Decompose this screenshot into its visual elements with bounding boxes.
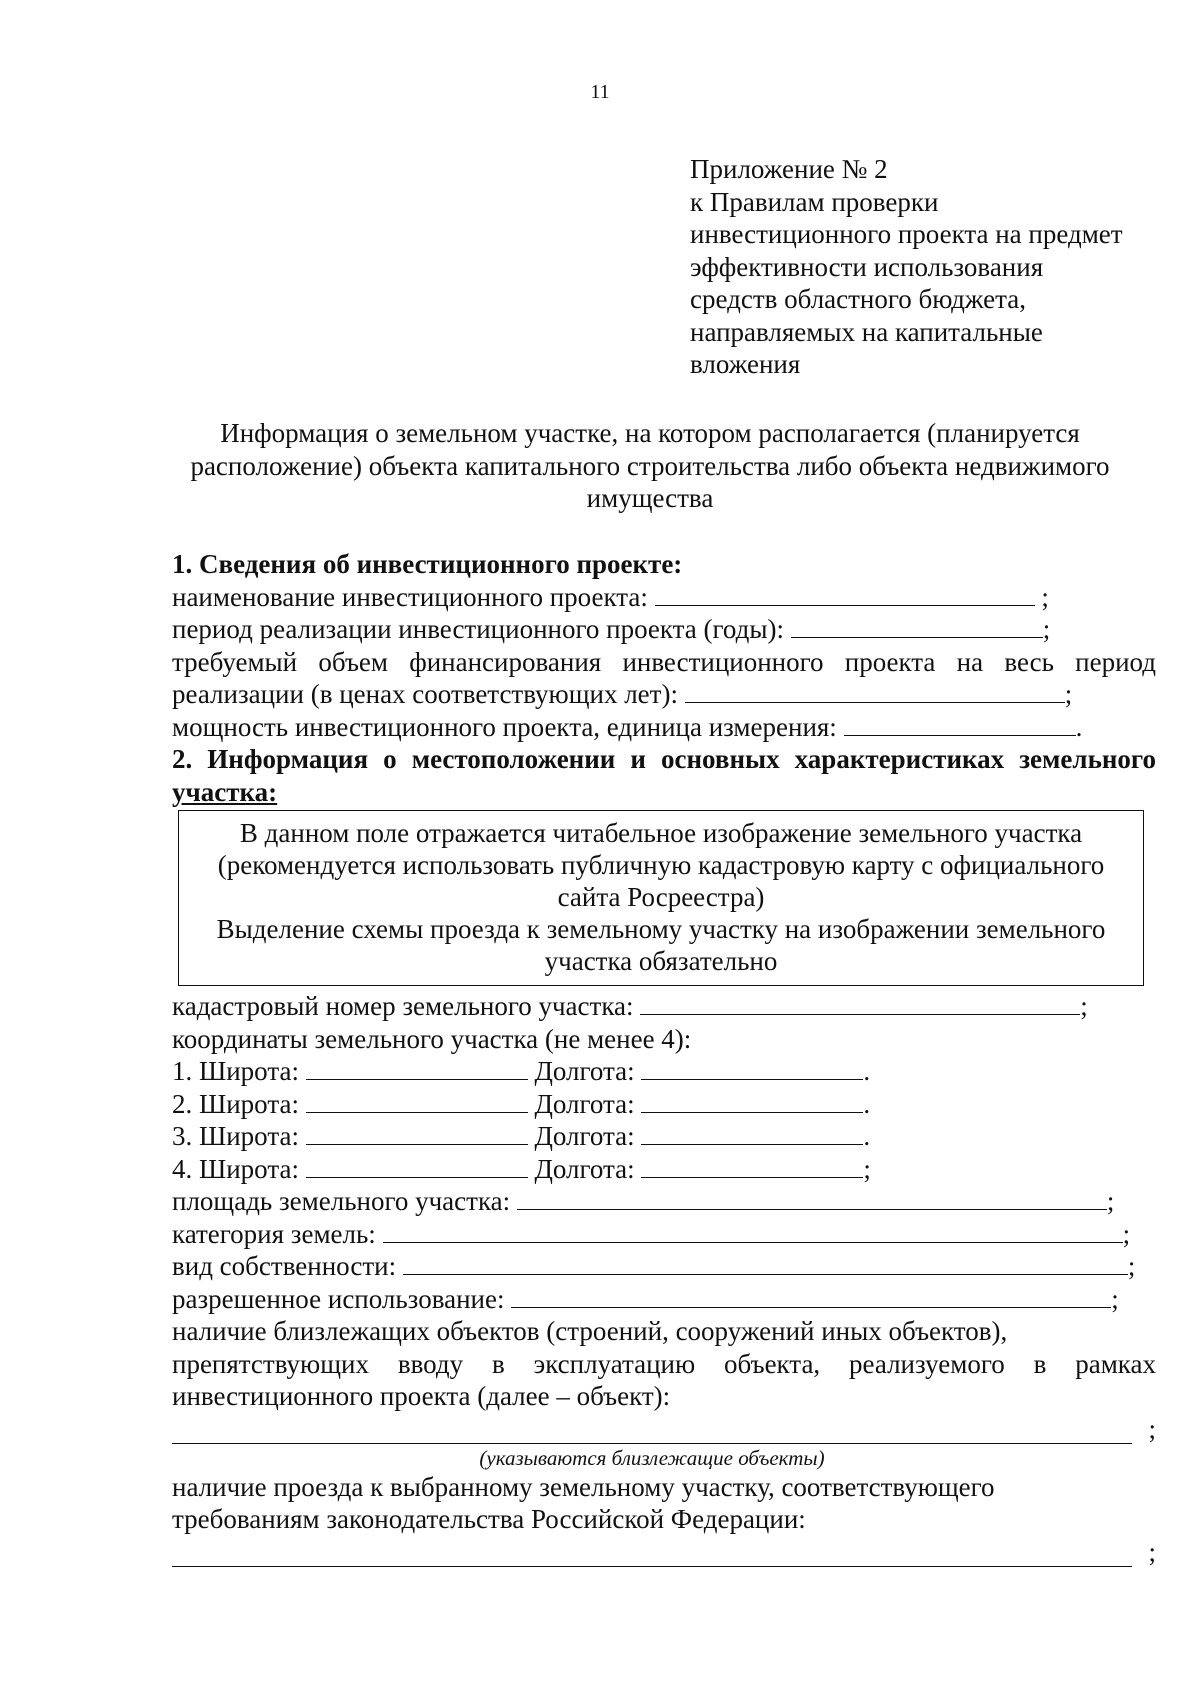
punct: ;	[1064, 679, 1073, 709]
punct: ;	[1148, 1536, 1156, 1567]
punct: .	[863, 1056, 871, 1086]
project-name-label: наименование инвестиционного проекта:	[172, 581, 648, 612]
nearby-text: наличие близлежащих объектов (строений, сооружений иных объектов),	[172, 1316, 1008, 1346]
appendix-line: направляемых на капитальные	[690, 316, 1043, 347]
punct: ;	[1111, 1283, 1119, 1314]
access-row	[172, 1536, 1156, 1568]
category-row	[172, 1218, 1156, 1251]
latitude-label: 1. Широта:	[172, 1056, 299, 1086]
appendix-line: средств областного бюджета,	[690, 284, 1026, 314]
latitude-field[interactable]	[306, 1120, 528, 1145]
image-box-text: участка обязательно	[544, 946, 778, 976]
project-volume-row	[172, 678, 1156, 711]
permitted-use-field[interactable]	[511, 1283, 1111, 1308]
project-name-field[interactable]	[655, 581, 1035, 606]
appendix-line: инвестиционного проекта на предмет	[690, 219, 1123, 249]
nearby-objects-row	[172, 1413, 1156, 1445]
project-capacity-row	[172, 711, 1156, 744]
latitude-field[interactable]	[306, 1055, 528, 1080]
longitude-field[interactable]	[641, 1088, 863, 1113]
ownership-field[interactable]	[403, 1250, 1128, 1275]
document-title: Информация о земельном участке, на котором располагается (планируется расположение) объекта капитального строительства либо объекта недвижимого имущества	[190, 418, 1110, 513]
form-content	[172, 548, 1156, 1568]
image-box-text: В данном поле отражается читабельное изображение земельного участка	[239, 818, 1083, 848]
area-row	[172, 1185, 1156, 1218]
cadastral-row	[172, 990, 1156, 1023]
access-field[interactable]	[172, 1536, 1132, 1567]
coords-label: координаты земельного участка (не менее 4):	[172, 1023, 692, 1054]
punct: ;	[1148, 1413, 1156, 1444]
longitude-label: Долгота:	[534, 1121, 635, 1151]
land-plot-image-box[interactable]	[178, 810, 1144, 986]
project-name-row	[172, 581, 1156, 614]
nearby-text: препятствующих вводу в эксплуатацию объекта, реализуемого в рамках	[172, 1348, 1156, 1379]
punct: ;	[1122, 1218, 1131, 1249]
area-field[interactable]	[517, 1185, 1107, 1210]
longitude-field[interactable]	[641, 1153, 863, 1178]
section1-heading: 1. Сведения об инвестиционного проекте:	[172, 549, 683, 579]
area-label: площадь земельного участка:	[172, 1186, 511, 1216]
image-box-text: (рекомендуется использовать публичную кадастровую карту с официального	[217, 850, 1105, 880]
cadastral-label: кадастровый номер земельного участка:	[172, 991, 634, 1021]
project-period-field[interactable]	[791, 613, 1043, 638]
category-field[interactable]	[383, 1218, 1123, 1243]
category-label: категория земель:	[172, 1218, 376, 1249]
longitude-label: Долгота:	[534, 1088, 635, 1119]
appendix-line: к Правилам проверки	[690, 186, 939, 217]
project-period-label: период реализации инвестиционного проекта (годы):	[172, 614, 784, 644]
project-volume-label: реализации (в ценах соответствующих лет):	[172, 679, 678, 709]
cadastral-field[interactable]	[640, 990, 1080, 1015]
permitted-use-row	[172, 1283, 1156, 1316]
nearby-caption: (указываются близлежащие объекты)	[479, 1445, 825, 1470]
punct: ;	[1080, 991, 1088, 1021]
access-text: требованиям законодательства Российской Федерации:	[172, 1504, 806, 1534]
project-capacity-label: мощность инвестиционного проекта, единица измерения:	[172, 711, 837, 742]
appendix-block	[690, 153, 1180, 381]
image-box-text: сайта Росреестра)	[557, 882, 765, 912]
punct: .	[1075, 711, 1083, 742]
punct: .	[863, 1121, 871, 1151]
punct: ;	[1042, 614, 1051, 644]
ownership-row	[172, 1250, 1156, 1283]
punct: ;	[1041, 581, 1049, 612]
ownership-label: вид собственности:	[172, 1251, 397, 1281]
longitude-label: Долгота:	[534, 1153, 635, 1184]
section2-heading: 2. Информация о местоположении и основных характеристиках земельного	[172, 744, 1156, 774]
nearby-text: инвестиционного проекта (далее – объект):	[172, 1381, 671, 1411]
appendix-line: Приложение № 2	[690, 154, 888, 184]
punct: ;	[863, 1153, 871, 1184]
punct: ;	[1127, 1251, 1136, 1281]
section2-heading-cont	[172, 776, 1156, 809]
access-text: наличие проезда к выбранному земельному участку, соответствующего	[172, 1471, 995, 1502]
section2-heading-word: участка:	[172, 776, 278, 807]
latitude-label: 2. Широта:	[172, 1088, 299, 1119]
coord-row-4	[172, 1153, 1156, 1186]
permitted-use-label: разрешенное использование:	[172, 1283, 505, 1314]
project-volume-line1: требуемый объем финансирования инвестиционного проекта на весь период	[172, 646, 1156, 677]
appendix-line: вложения	[690, 349, 801, 379]
project-capacity-field[interactable]	[844, 711, 1076, 736]
project-period-row	[172, 613, 1156, 646]
punct: .	[863, 1088, 871, 1119]
longitude-label: Долгота:	[534, 1056, 635, 1086]
project-volume-field[interactable]	[685, 678, 1065, 703]
nearby-objects-field[interactable]	[172, 1413, 1132, 1444]
latitude-label: 3. Широта:	[172, 1121, 299, 1151]
latitude-field[interactable]	[306, 1088, 528, 1113]
latitude-label: 4. Широта:	[172, 1153, 299, 1184]
image-box-text: Выделение схемы проезда к земельному участку на изображении земельного	[216, 914, 1106, 944]
page-number: 11	[590, 81, 610, 103]
coord-row-2	[172, 1088, 1156, 1121]
coord-row-1	[172, 1055, 1156, 1088]
punct: ;	[1106, 1186, 1115, 1216]
longitude-field[interactable]	[641, 1120, 863, 1145]
longitude-field[interactable]	[641, 1055, 863, 1080]
latitude-field[interactable]	[306, 1153, 528, 1178]
appendix-line: эффективности использования	[690, 251, 1044, 282]
coord-row-3	[172, 1120, 1156, 1153]
